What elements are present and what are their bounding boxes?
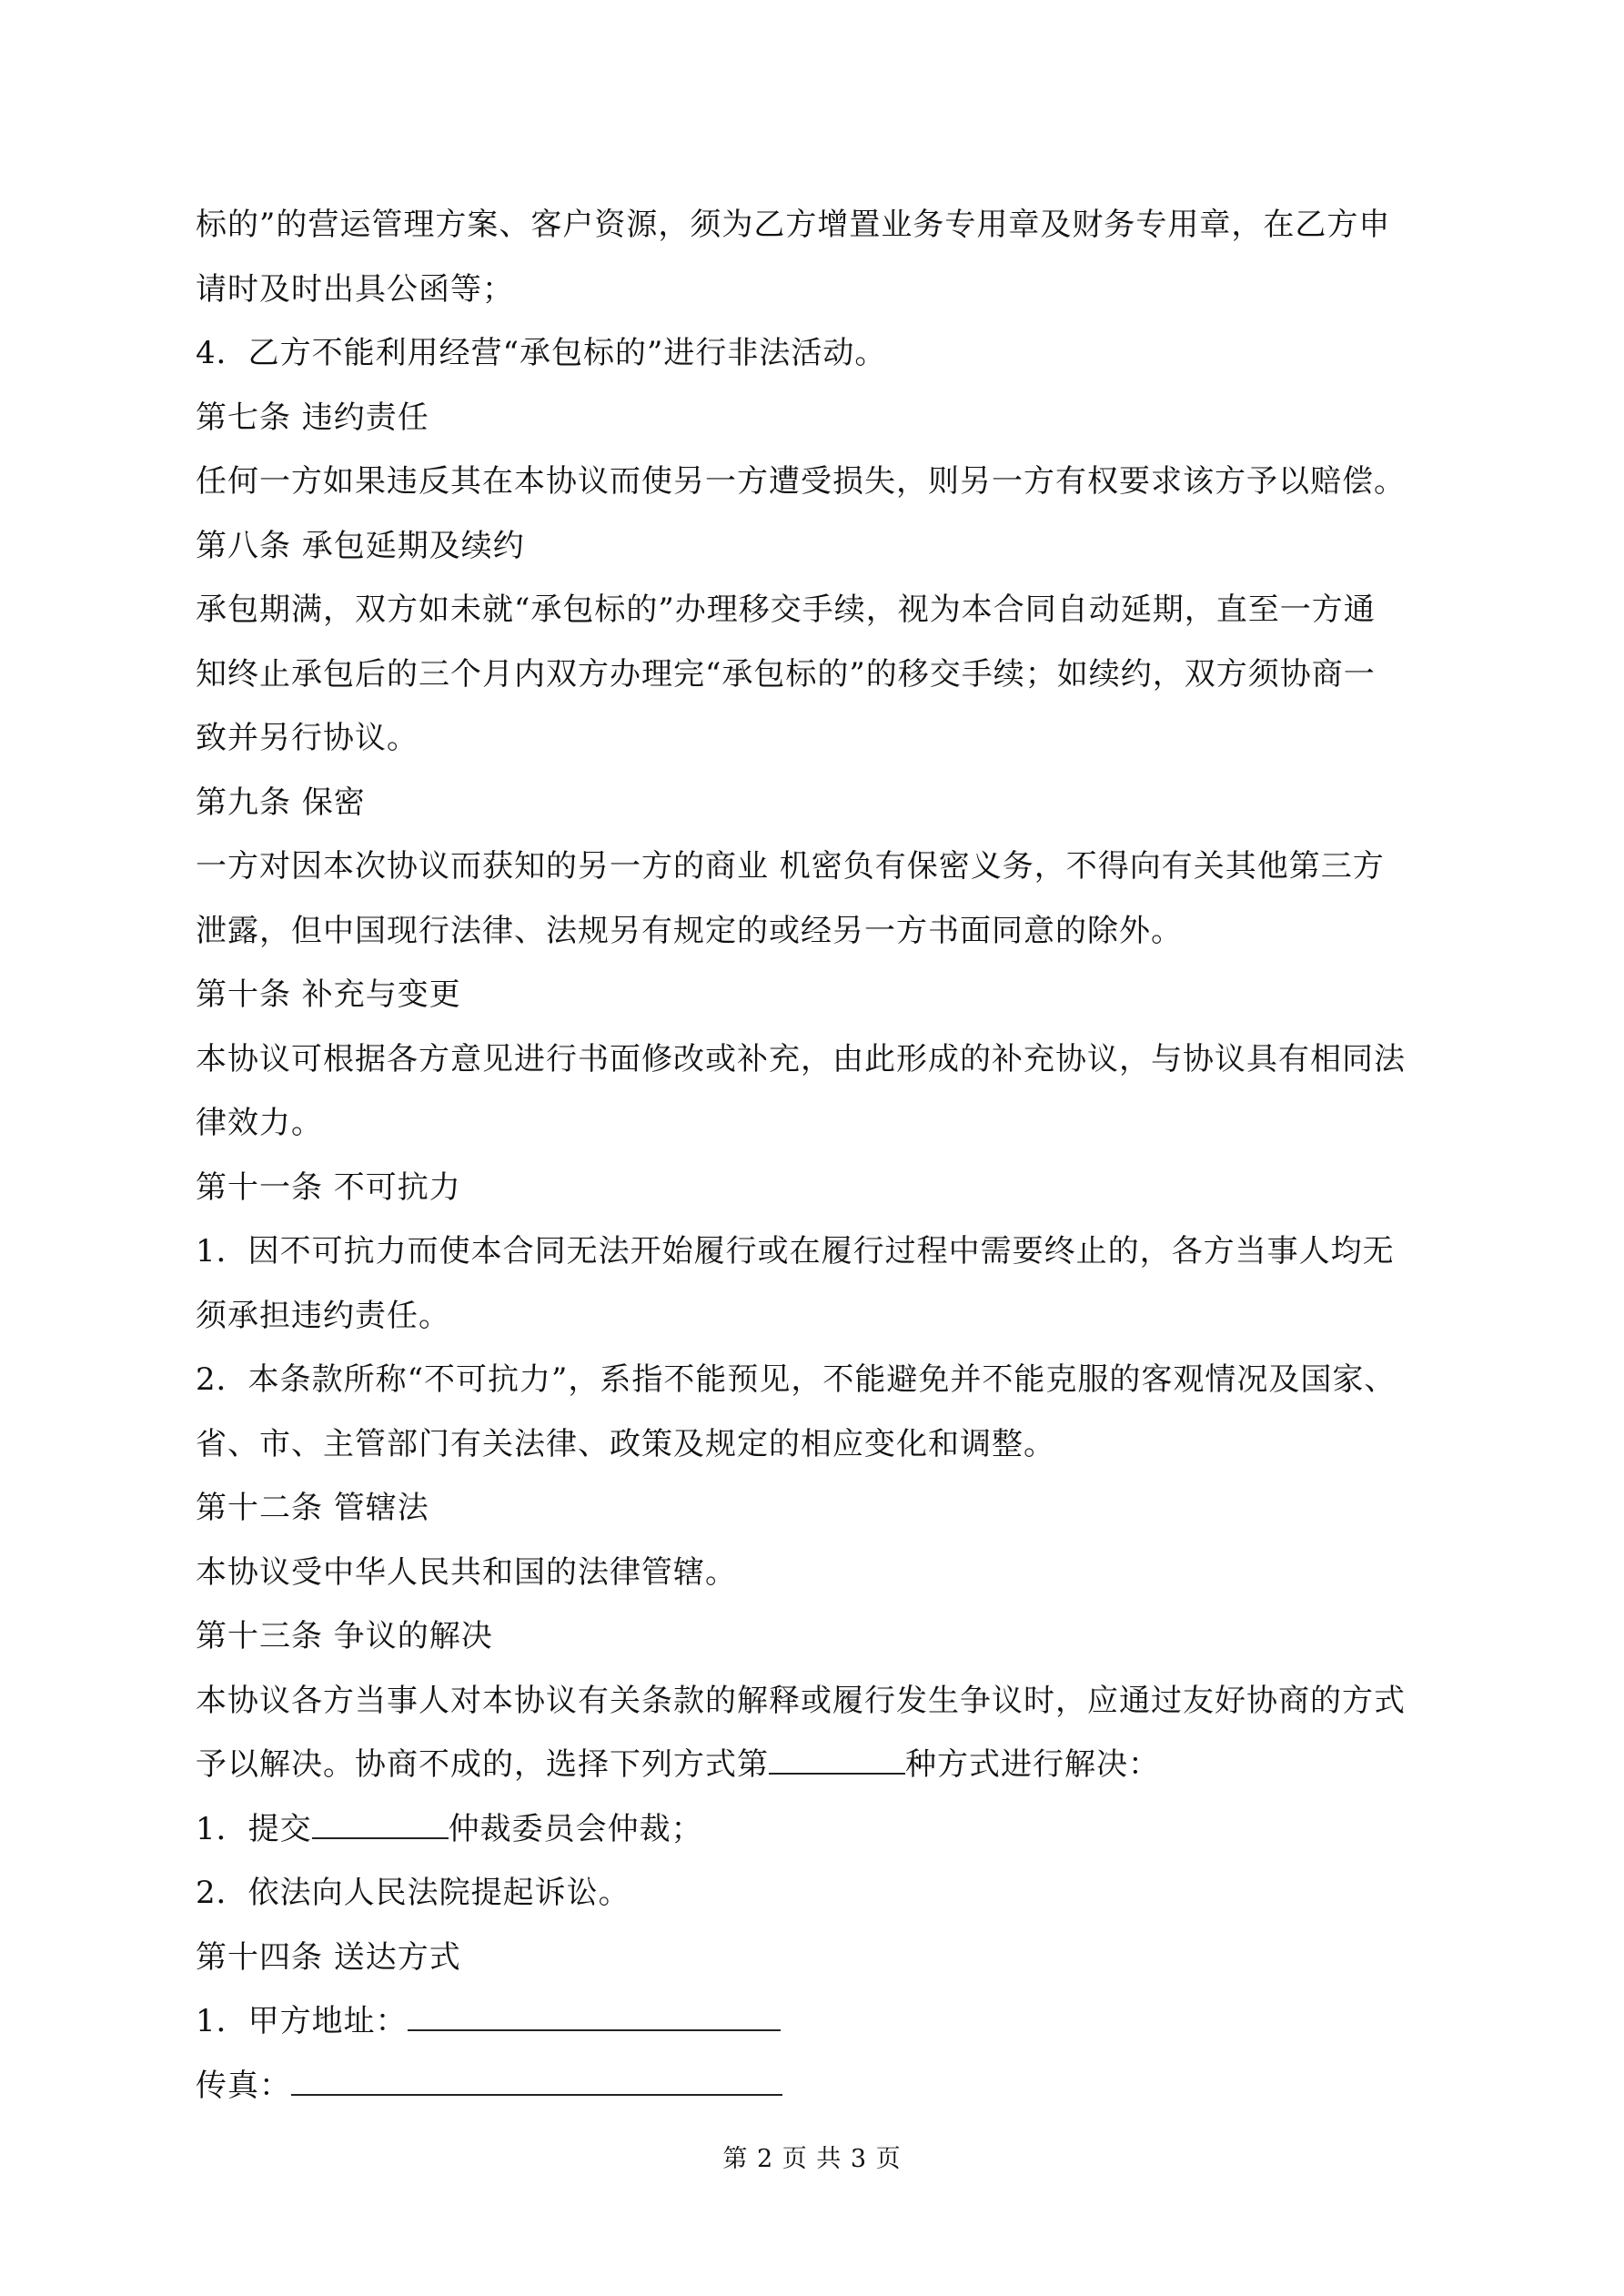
party-a-address-line [196,1989,1442,2054]
text-line: 律效力。 [196,1105,323,1141]
contract-body [196,193,1442,2118]
text-line: 2．本条款所称“不可抗力”，系指不能预见，不能避免并不能克服的客观情况及国家、 [196,1361,1397,1398]
section-title: 第九条 保密 [196,784,366,821]
text-line: 请时及时出具公函等； [196,270,514,308]
fax-line [196,2054,1442,2119]
option1-text-b: 仲裁委员会仲裁； [448,1810,703,1847]
section-title: 第十四条 送达方式 [196,1938,461,1976]
fax-blank[interactable] [291,2068,782,2096]
section-title: 第十二条 管辖法 [196,1490,429,1526]
text-line: 承包期满，双方如未就“承包标的”办理移交手续，视为本合同自动延期，直至一方通 [196,592,1376,628]
dispute-choice-line [196,1733,1442,1797]
section-title: 第十条 补充与变更 [196,976,461,1013]
text-line: 致并另行协议。 [196,720,419,756]
text-line: 本协议可根据各方意见进行书面修改或补充，由此形成的补充协议，与协议具有相同法 [196,1040,1406,1077]
page-number-footer: 第 2 页 共 3 页 [722,2145,902,2173]
dispute-text-b: 种方式进行解决： [905,1746,1160,1783]
dispute-text-a: 予以解决。协商不成的，选择下列方式第 [196,1746,769,1783]
text-line: 省、市、主管部门有关法律、政策及规定的相应变化和调整。 [196,1425,1055,1462]
text-line: 泄露，但中国现行法律、法规另有规定的或经另一方书面同意的除外。 [196,912,1183,949]
text-line: 一方对因本次协议而获知的另一方的商业 机密负有保密义务，不得向有关其他第三方 [196,848,1385,885]
text-line: 标的”的营运管理方案、客户资源，须为乙方增置业务专用章及财务专用章，在乙方申 [196,207,1391,243]
section-title: 第八条 承包延期及续约 [196,527,525,564]
text-line: 1．因不可抗力而使本合同无法开始履行或在履行过程中需要终止的，各方当事人均无 [196,1233,1395,1269]
text-line: 本协议受中华人民共和国的法律管辖。 [196,1553,737,1591]
dispute-method-blank[interactable] [769,1747,905,1775]
option1-text-a: 1．提交 [196,1810,312,1847]
option-arbitration-line [196,1797,1442,1862]
text-line: 任何一方如果违反其在本协议而使另一方遭受损失，则另一方有权要求该方予以赔偿。 [196,463,1406,500]
text-line: 须承担违约责任。 [196,1297,450,1334]
text-line: 4．乙方不能利用经营“承包标的”进行非法活动。 [196,335,887,371]
section-title: 第七条 违约责任 [196,399,429,436]
party-a-address-blank[interactable] [408,2004,781,2031]
section-title: 第十一条 不可抗力 [196,1168,461,1206]
text-line: 知终止承包后的三个月内双方办理完“承包标的”的移交手续；如续约，双方须协商一 [196,655,1376,693]
fax-label: 传真： [196,2067,291,2104]
arbitration-commission-blank[interactable] [312,1812,449,1839]
text-line: 本协议各方当事人对本协议有关条款的解释或履行发生争议时，应通过友好协商的方式 [196,1682,1406,1719]
section-title: 第十三条 争议的解决 [196,1618,493,1654]
party-a-address-label: 1．甲方地址： [196,2003,408,2039]
option-litigation-line: 2．依法向人民法院提起诉讼。 [196,1875,630,1911]
